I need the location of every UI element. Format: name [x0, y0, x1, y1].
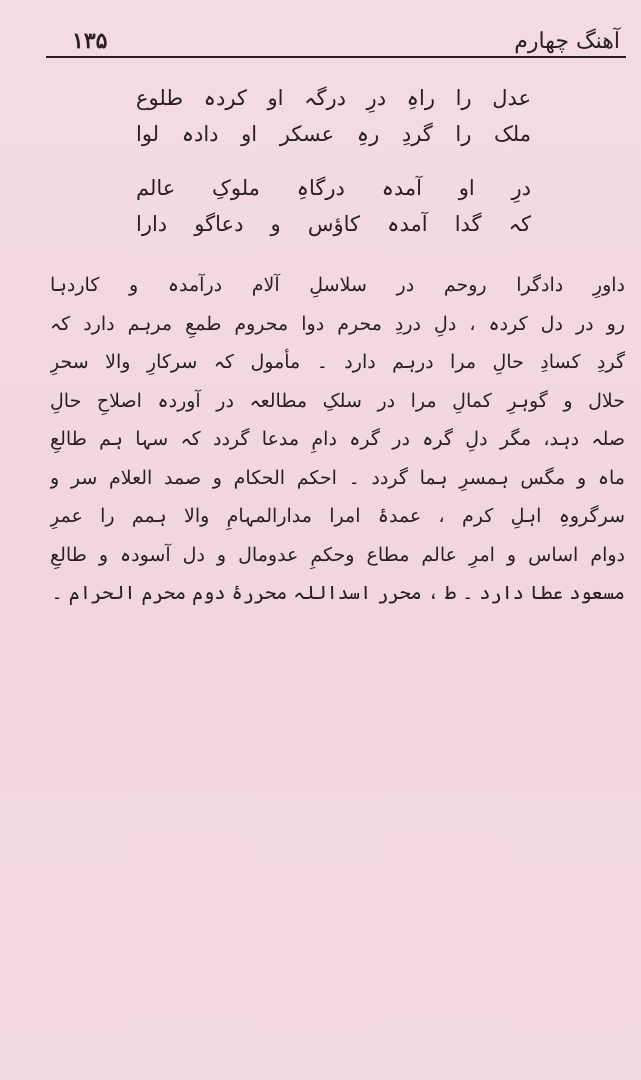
- prose-line: ماہ و مگس ہمسرِ ہما گردد ۔ احکم الحکام و صمد العلام سر و: [50, 466, 625, 489]
- page-header: [46, 16, 626, 54]
- prose-line: حلال و گوہرِ کمالِ مرا در سلکِ مطالعہ در آوردہ اصلاحِ حالِ: [50, 389, 625, 412]
- prose-paragraph: [50, 266, 625, 613]
- verse-line: درِ او آمدہ درگاہِ ملوکِ عالم: [136, 176, 531, 200]
- verse-line: عدل را راہِ درِ درگہ او کردہ طلوع: [136, 86, 531, 110]
- prose-line: سرگروہِ اہلِ کرم ، عمدۂ امرا مدارالمہامِ والا ہمم را عمرِ: [50, 505, 625, 527]
- prose-line: گردِ کسادِ حالِ مرا درہم دارد ۔ مأمول کہ سرکارِ والا سحرِ: [50, 351, 625, 373]
- running-title: آهنگ چهارم: [514, 29, 620, 54]
- prose-line: صلہ دہد، مگر دلِ گرہ در گرہ دامِ مدعا گردد کہ سہا ہم طالعِ: [50, 428, 625, 450]
- verse-line: کہ گدا آمدہ کاؤس و دعاگو دارا: [136, 212, 531, 236]
- prose-line: رو در دل کردہ ، دلِ دردِ محرم دوا محروم طمعِ مرہم دارد کہ: [50, 312, 625, 335]
- page-number: ۱۳۵: [72, 28, 108, 54]
- couplet: [136, 80, 531, 152]
- header-rule: [46, 56, 626, 58]
- prose-line: دوام اساس و امرِ عالم مطاع وحکمِ عدومال و دل آسودہ و طالعِ: [50, 543, 625, 566]
- couplet: [136, 170, 531, 242]
- prose-line: داورِ دادگرا روحم در سلاسلِ آلام درآمدہ و کاردہا: [50, 274, 625, 296]
- prose-line: مسعود عطا دارد ۔ ط ، محرر اسداللہ محررۂ دوم محرم الحرام ۔: [51, 582, 625, 604]
- verse-line: ملک را گردِ رہِ عسکر او دادہ لوا: [136, 122, 531, 146]
